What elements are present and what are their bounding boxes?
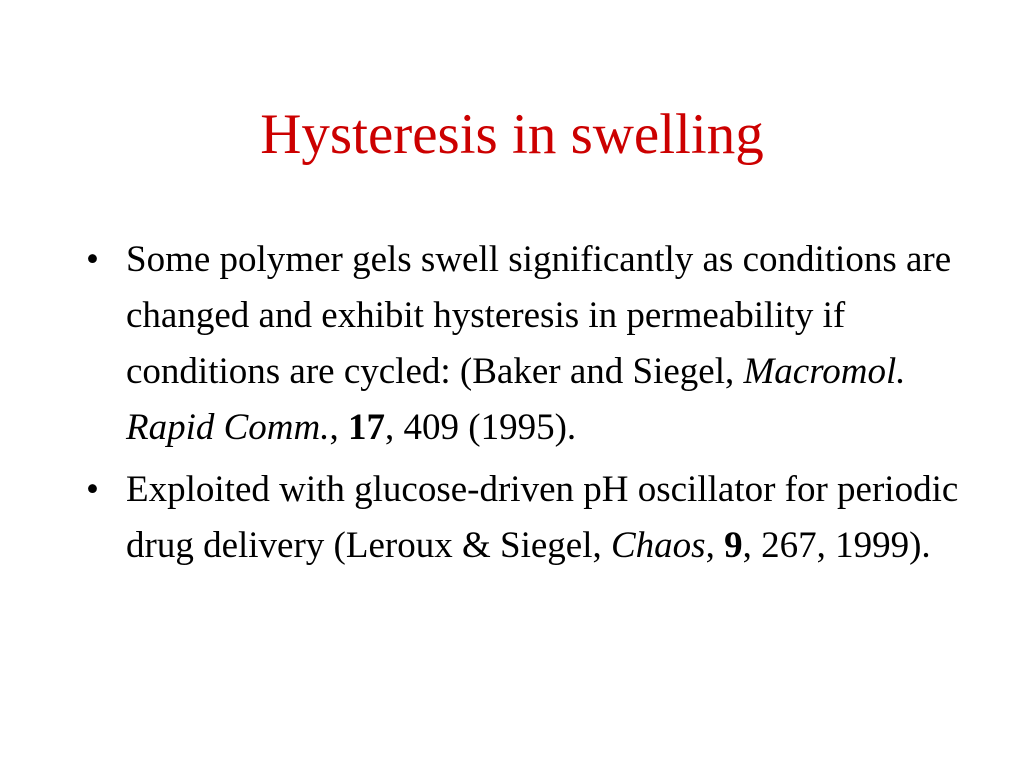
bullet-list	[86, 232, 966, 580]
bullet-text	[126, 462, 966, 574]
citation-pages-year: , 409 (1995).	[385, 407, 577, 448]
citation-journal: Chaos	[610, 525, 706, 566]
bullet-dot-icon: •	[86, 469, 99, 510]
bullet-body: Exploited with glucose-driven pH oscillator for periodic drug delivery (Leroux & Siegel,	[126, 469, 959, 566]
bullet-item-2	[86, 462, 966, 574]
slide-title: Hysteresis in swelling	[260, 103, 764, 166]
bullet-text	[126, 232, 966, 456]
bullet-body: Some polymer gels swell significantly as conditions are changed and exhibit hysteresis in permeability if conditions are cycled: (Baker and Siegel,	[126, 239, 952, 392]
citation-separator: ,	[329, 407, 348, 448]
citation-volume: 17	[348, 407, 385, 448]
citation-volume: 9	[724, 525, 743, 566]
bullet-dot-icon: •	[86, 239, 99, 280]
citation-journal: Macromol. Rapid Comm.	[126, 351, 906, 448]
citation-separator: ,	[705, 525, 725, 566]
bullet-item-1	[86, 232, 966, 456]
citation-pages-year: , 267, 1999).	[742, 525, 931, 566]
